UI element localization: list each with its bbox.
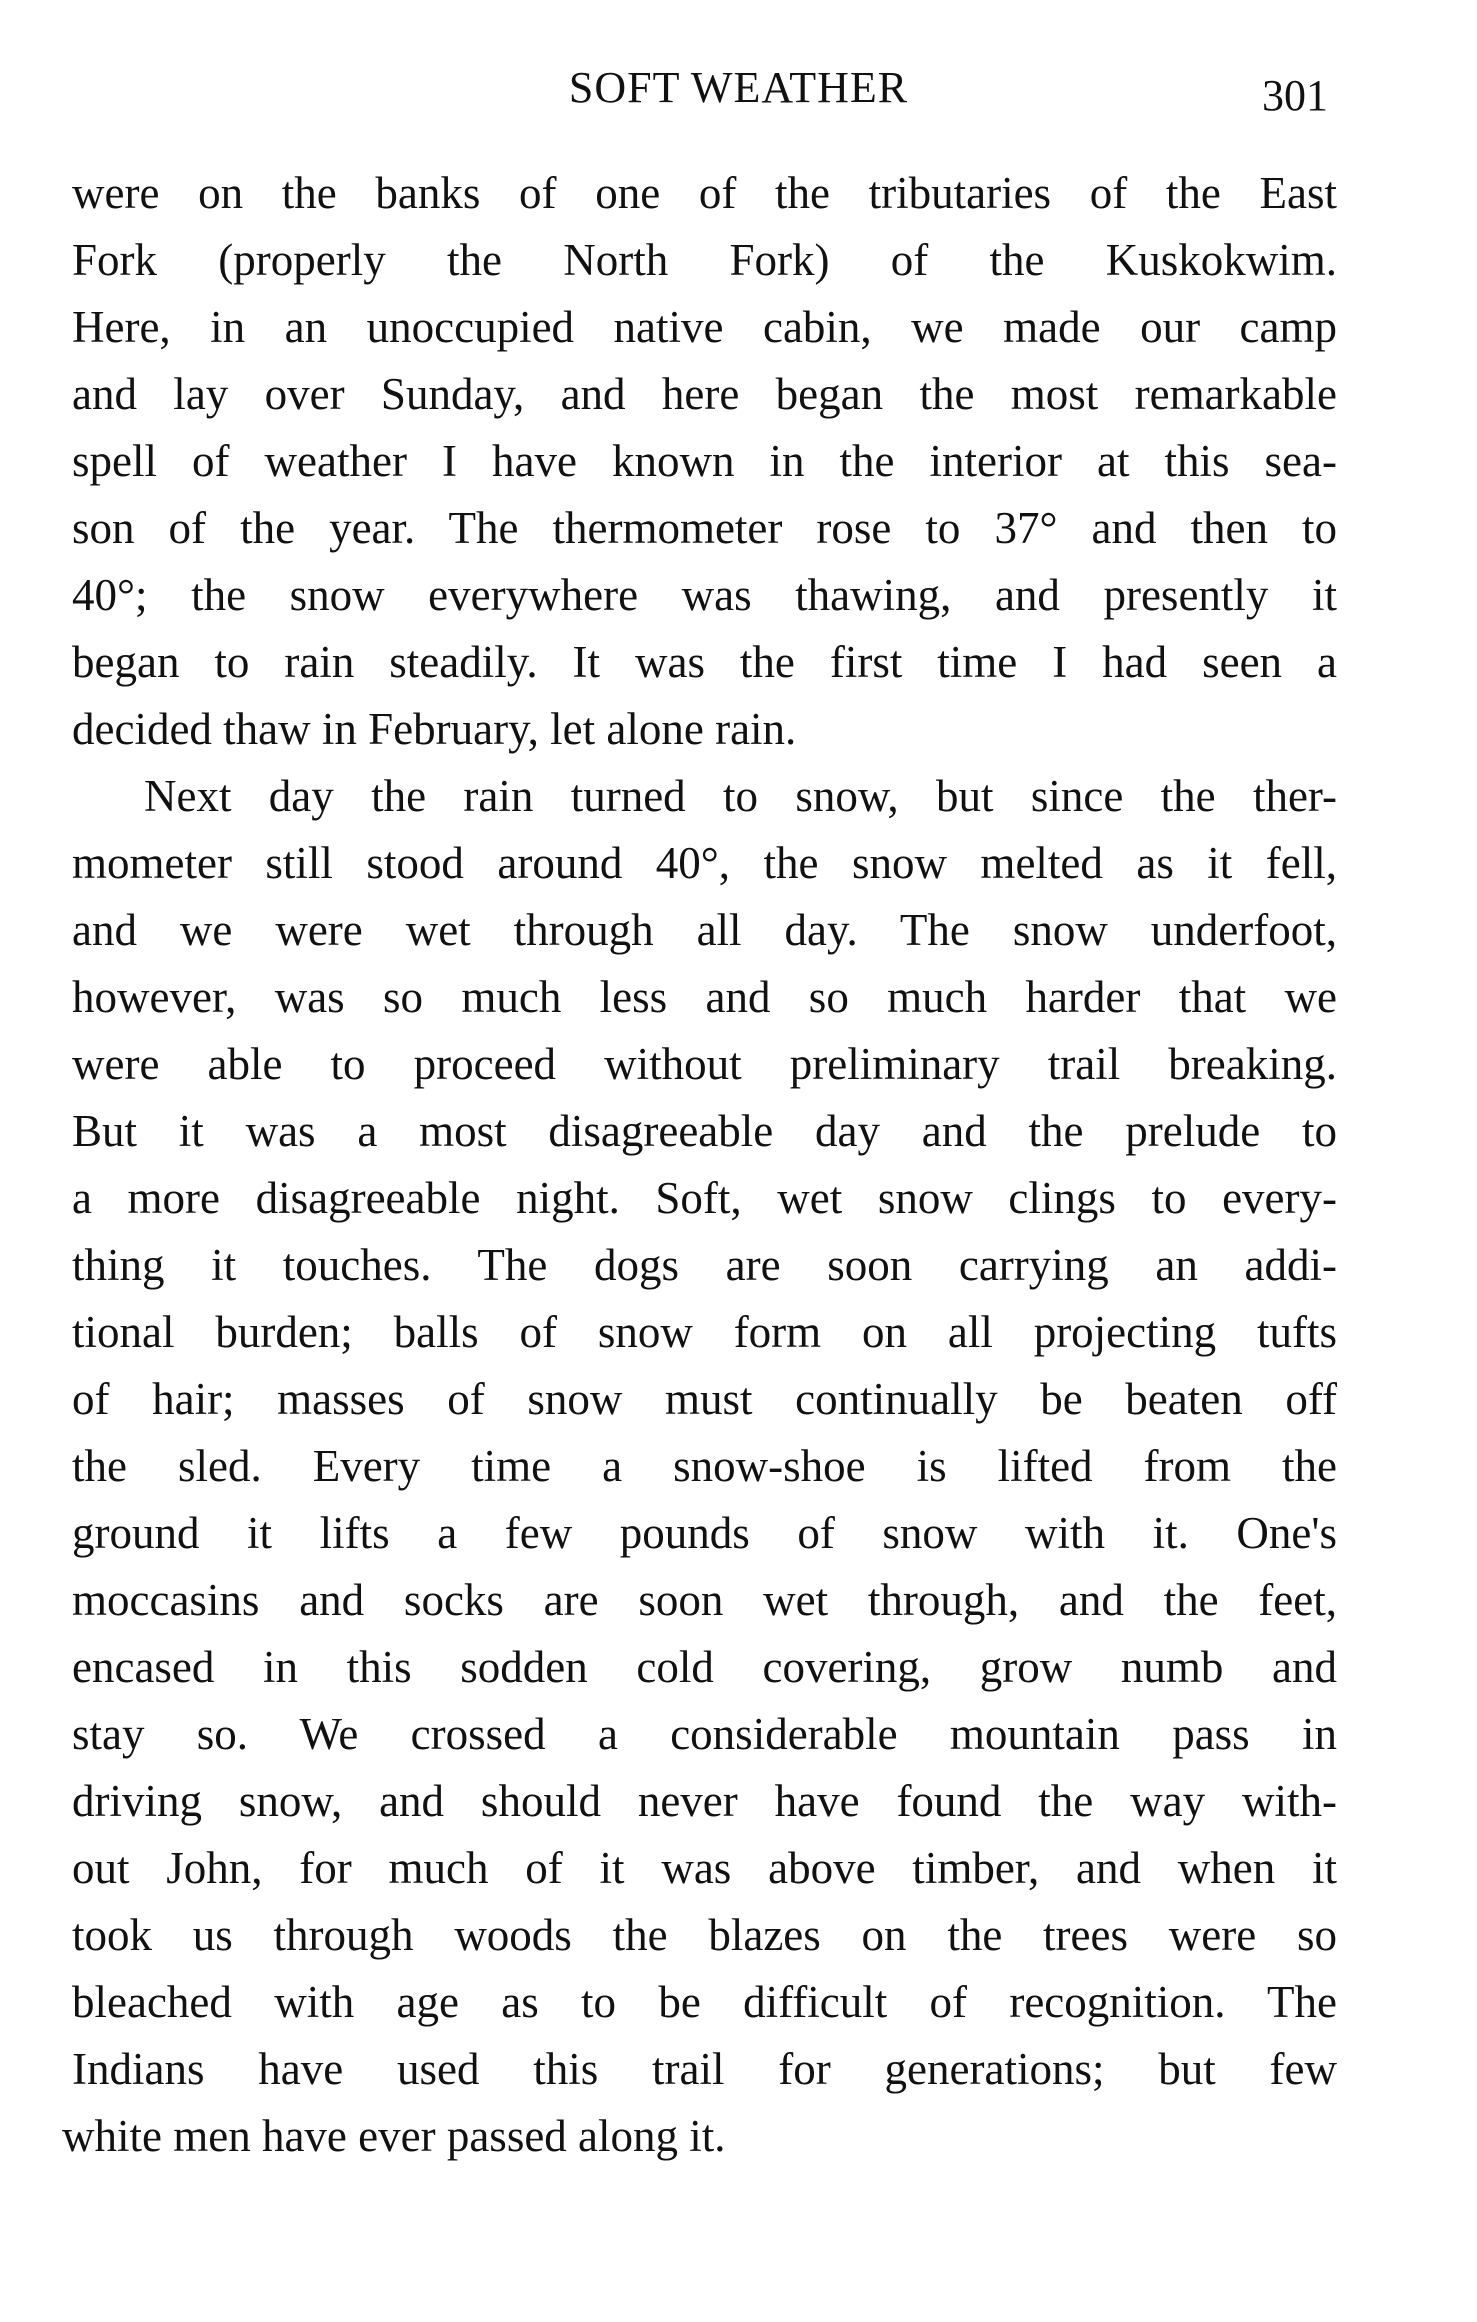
text-line: out John, for much of it was above timber, and when it [72,1843,1337,1893]
text-line: took us through woods the blazes on the trees were so [72,1910,1337,1960]
text-line: Here, in an unoccupied native cabin, we made our camp [72,302,1337,352]
running-title: SOFT WEATHER [568,63,909,112]
text-line: and we were wet through all day. The snow underfoot, [72,905,1337,955]
text-line: decided thaw in February, let alone rain. [72,704,797,754]
text-line: Indians have used this trail for generations; but few [72,2044,1337,2094]
text-line: a more disagreeable night. Soft, wet snow clings to every- [72,1173,1337,1223]
text-line: tional burden; balls of snow form on all projecting tufts [72,1307,1337,1357]
page-body [62,160,1337,2170]
text-line: Next day the rain turned to snow, but since the ther- [144,771,1337,821]
text-line: 40°; the snow everywhere was thawing, and presently it [72,570,1337,620]
text-line: moccasins and socks are soon wet through, and the feet, [72,1575,1337,1625]
paragraph-1 [72,160,1337,763]
text-line: bleached with age as to be difficult of recognition. The [72,1977,1337,2027]
text-line: stay so. We crossed a considerable mountain pass in [72,1709,1337,1759]
text-line: began to rain steadily. It was the first time I had seen a [72,637,1337,687]
text-line: mometer still stood around 40°, the snow melted as it fell, [72,838,1337,888]
text-line: however, was so much less and so much harder that we [72,972,1337,1022]
text-line: spell of weather I have known in the interior at this sea- [72,436,1337,486]
text-line: and lay over Sunday, and here began the most remarkable [72,369,1337,419]
text-line: white men have ever passed along it. [62,2111,726,2161]
page-header [0,62,1477,122]
text-line: ground it lifts a few pounds of snow with it. One's [72,1508,1337,1558]
text-line: were able to proceed without preliminary trail breaking. [72,1039,1337,1089]
text-line: encased in this sodden cold covering, grow numb and [72,1642,1337,1692]
text-line: the sled. Every time a snow-shoe is lifted from the [72,1441,1337,1491]
text-line: were on the banks of one of the tributaries of the East [72,168,1337,218]
text-line: of hair; masses of snow must continually be beaten off [72,1374,1337,1424]
paragraph-2 [62,763,1337,2170]
text-line: thing it touches. The dogs are soon carrying an addi- [72,1240,1337,1290]
text-line: driving snow, and should never have found the way with- [72,1776,1337,1826]
text-line: Fork (properly the North Fork) of the Kuskokwim. [72,235,1337,285]
text-line: son of the year. The thermometer rose to 37° and then to [72,503,1337,553]
text-line: But it was a most disagreeable day and the prelude to [72,1106,1337,1156]
page-number: 301 [1262,71,1328,120]
